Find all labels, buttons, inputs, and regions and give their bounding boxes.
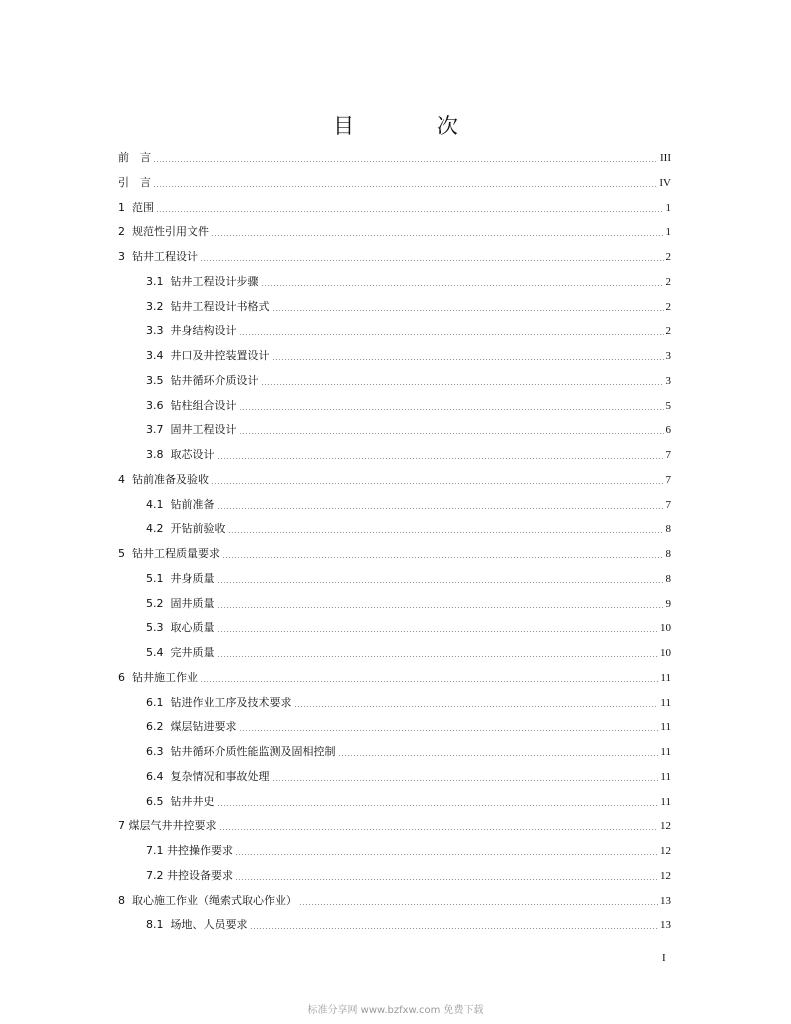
toc-entry-label: 6.5 钻井井史 [146, 794, 215, 808]
dot-leader [153, 186, 657, 187]
toc-entry[interactable] [146, 714, 671, 734]
toc-entry-page: 6 [665, 424, 671, 437]
toc-entry[interactable] [146, 739, 671, 759]
toc-entry-page: 2 [665, 251, 671, 263]
toc-entry-label: 3.4 井口及井控装置设计 [146, 349, 270, 362]
toc-entry-page: 2 [665, 325, 671, 338]
toc-entry-label: 5 钻井工程质量要求 [118, 547, 220, 560]
dot-leader [217, 631, 659, 632]
toc-entry[interactable] [146, 838, 671, 858]
toc-entry[interactable] [118, 813, 671, 833]
dot-leader [239, 730, 659, 731]
toc-entry-page: 13 [660, 894, 671, 907]
toc-entry-label: 2 规范性引用文件 [118, 225, 209, 239]
toc-entry-page: 11 [660, 671, 671, 684]
dot-leader [228, 532, 664, 533]
toc-entry-label: 6.3 钻井循环介质性能监测及固相控制 [146, 745, 336, 758]
dot-leader [211, 235, 664, 236]
toc-entry[interactable] [146, 516, 671, 536]
toc-entry-label: 3 钻井工程设计 [118, 250, 198, 263]
dot-leader [217, 508, 664, 509]
toc-entry[interactable] [146, 343, 671, 363]
toc-entry-label: 5.3 取心质量 [146, 621, 215, 635]
toc-entry-page: 8 [665, 548, 671, 560]
toc-entry[interactable] [146, 492, 671, 512]
dot-leader [250, 928, 659, 929]
toc-entry[interactable] [146, 417, 671, 437]
toc-entry-page: 10 [660, 647, 671, 659]
dot-leader [239, 433, 664, 434]
dot-leader [200, 260, 664, 261]
toc-entry-label: 1 范围 [118, 200, 154, 214]
dot-leader [211, 483, 664, 484]
toc-entry[interactable] [146, 912, 671, 932]
dot-leader [272, 310, 664, 311]
toc-entry-label: 5.1 井身质量 [146, 571, 215, 585]
toc-entry-label: 6.1 钻进作业工序及技术要求 [146, 695, 292, 709]
toc-entry[interactable] [146, 764, 671, 784]
dot-leader [261, 285, 664, 286]
toc-title: 目 次 [333, 114, 496, 138]
toc-entry-page: 7 [665, 449, 671, 461]
dot-leader [272, 780, 659, 781]
toc-entry[interactable] [118, 145, 671, 165]
toc-entry-page: 1 [665, 226, 671, 239]
dot-leader [235, 879, 658, 880]
toc-entry-label: 4 钻前准备及验收 [118, 472, 209, 486]
toc-entry[interactable] [146, 863, 671, 883]
toc-entry-label: 6.2 煤层钻进要求 [146, 720, 237, 734]
dot-leader [217, 458, 664, 459]
toc-entry[interactable] [146, 690, 671, 710]
toc-entry[interactable] [118, 665, 671, 685]
dot-leader [272, 359, 664, 360]
dot-leader [200, 681, 658, 682]
toc-entry-page: III [660, 152, 671, 164]
dot-leader [338, 755, 659, 756]
toc-entry-label: 4.2 开钻前验收 [146, 522, 226, 536]
dot-leader [217, 656, 659, 657]
toc-entry[interactable] [146, 789, 671, 809]
dot-leader [294, 706, 659, 707]
toc-entry-label: 5.4 完井质量 [146, 646, 215, 659]
toc-entry[interactable] [118, 219, 671, 239]
toc-entry-page: 11 [660, 721, 671, 734]
toc-entry-label: 4.1 钻前准备 [146, 497, 215, 511]
toc-entry-page: 12 [660, 845, 671, 857]
dot-leader [299, 904, 658, 905]
toc-entry-label: 5.2 固井质量 [146, 596, 215, 610]
toc-entry[interactable] [118, 170, 671, 190]
dot-leader [261, 384, 664, 385]
toc-entry-page: 7 [665, 473, 671, 486]
dot-leader [222, 557, 664, 558]
toc-entry[interactable] [146, 368, 671, 388]
toc-entry-page: 10 [660, 622, 671, 635]
toc-entry-label: 8.1 场地、人员要求 [146, 918, 248, 932]
toc-entry-page: 11 [660, 795, 671, 808]
toc-entry-label: 3.3 井身结构设计 [146, 324, 237, 338]
toc-entry-page: 2 [665, 275, 671, 288]
dot-leader [153, 161, 658, 162]
toc-entry[interactable] [146, 615, 671, 635]
toc-entry-label: 6.4 复杂情况和事故处理 [146, 769, 270, 783]
toc-entry-page: 12 [660, 869, 671, 882]
toc-entry-page: 12 [660, 820, 671, 833]
toc-entry[interactable] [118, 467, 671, 487]
toc-entry[interactable] [146, 442, 671, 462]
toc-entry-label: 7.2 井控设备要求 [146, 868, 233, 882]
toc-entry-page: 8 [665, 523, 671, 536]
toc-entry-label: 3.5 钻井循环介质设计 [146, 373, 259, 387]
dot-leader [239, 334, 664, 335]
toc-entry-page: 3 [665, 374, 671, 387]
dot-leader [156, 211, 664, 212]
toc-entry[interactable] [146, 566, 671, 586]
toc-entry-page: 11 [660, 770, 671, 783]
toc-entry[interactable] [146, 591, 671, 611]
toc-entry-label: 7 煤层气井井控要求 [118, 819, 217, 833]
toc-entry-page: 2 [665, 300, 671, 313]
dot-leader [217, 805, 659, 806]
toc-entry-page: IV [659, 176, 671, 189]
dot-leader [239, 409, 664, 410]
dot-leader [217, 607, 664, 608]
toc-entry-page: 11 [660, 746, 671, 758]
toc-entry[interactable] [118, 541, 671, 561]
toc-entry-label: 6 钻井施工作业 [118, 670, 198, 684]
page-number: I [662, 952, 666, 964]
toc-entry[interactable] [146, 640, 671, 660]
toc-entry-page: 1 [665, 201, 671, 214]
toc-entry[interactable] [146, 294, 671, 314]
toc-entry[interactable] [118, 888, 671, 908]
footer-watermark: 标准分享网 www.bzfxw.com 免费下载 [307, 1005, 484, 1016]
toc-entry-label: 前 言 [118, 151, 151, 164]
toc-entry-page: 8 [665, 572, 671, 585]
toc-entry-label: 3.8 取芯设计 [146, 448, 215, 461]
toc-entry[interactable] [118, 195, 671, 215]
toc-entry-label: 3.6 钻柱组合设计 [146, 398, 237, 412]
toc-entry-label: 7.1 井控操作要求 [146, 844, 233, 857]
toc-entry-page: 13 [660, 919, 671, 932]
dot-leader [235, 854, 658, 855]
toc-entry[interactable] [146, 393, 671, 413]
toc-entry-page: 11 [660, 696, 671, 709]
toc-entry-label: 引 言 [118, 175, 151, 189]
toc-entry-page: 9 [665, 597, 671, 610]
toc-entry[interactable] [146, 269, 671, 289]
toc-entry[interactable] [118, 244, 671, 264]
toc-entry-label: 8 取心施工作业（绳索式取心作业） [118, 893, 297, 907]
toc-entry-page: 5 [665, 399, 671, 412]
toc-entry-page: 7 [665, 498, 671, 511]
dot-leader [217, 582, 664, 583]
toc-entry[interactable] [146, 318, 671, 338]
toc-entry-label: 3.1 钻井工程设计步骤 [146, 274, 259, 288]
dot-leader [219, 829, 659, 830]
toc-entry-page: 3 [665, 350, 671, 362]
toc-entry-label: 3.2 钻井工程设计书格式 [146, 299, 270, 313]
toc-entry-label: 3.7 固井工程设计 [146, 423, 237, 437]
